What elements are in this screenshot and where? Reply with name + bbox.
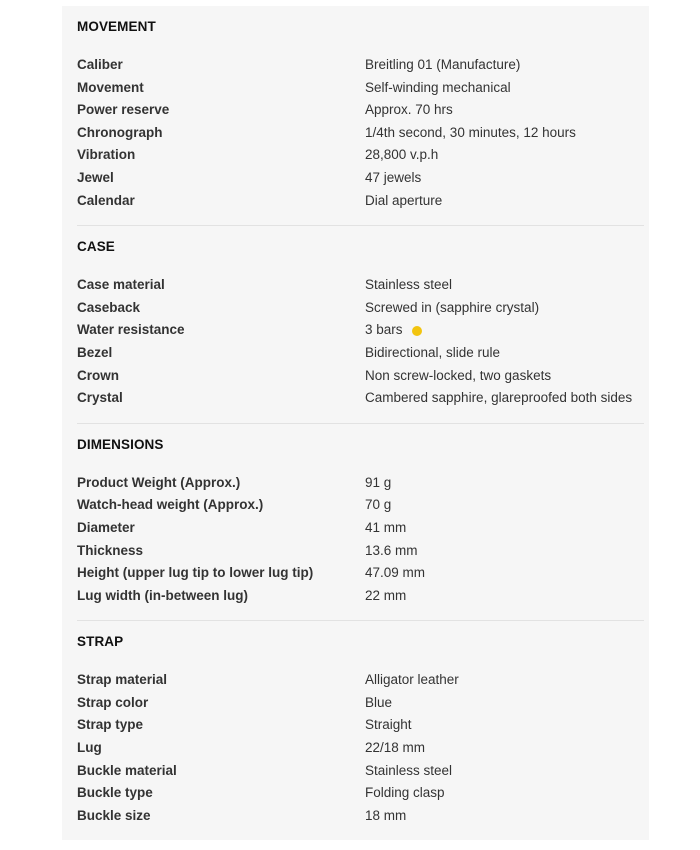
spec-value: Stainless steel <box>365 277 453 293</box>
spec-value: 47 jewels <box>365 169 422 185</box>
spec-value-with-info <box>365 319 422 342</box>
spec-value: Non screw-locked, two gaskets <box>365 367 552 383</box>
spec-value: Alligator leather <box>365 672 459 688</box>
section-case <box>77 225 644 410</box>
spec-value: 22 mm <box>365 587 407 603</box>
spec-value: 47.09 mm <box>365 565 426 581</box>
spec-row <box>77 782 644 805</box>
spec-value: Breitling 01 (Manufacture) <box>365 57 521 72</box>
spec-value: 28,800 v.p.h <box>365 147 439 163</box>
section-title-strap: STRAP <box>77 634 124 650</box>
section-strap <box>77 620 644 827</box>
spec-label: Buckle size <box>77 807 151 823</box>
spec-row <box>77 167 644 190</box>
spec-row <box>77 297 644 320</box>
section-movement <box>77 6 644 212</box>
spec-label: Caliber <box>77 57 123 72</box>
spec-value: Straight <box>365 717 412 733</box>
section-title-dimensions: DIMENSIONS <box>77 436 164 452</box>
spec-label: Strap color <box>77 694 149 710</box>
spec-label: Vibration <box>77 147 136 163</box>
spec-row <box>77 714 644 737</box>
spec-label: Thickness <box>77 542 144 558</box>
spec-row <box>77 540 644 563</box>
spec-label: Watch-head weight (Approx.) <box>77 497 264 513</box>
spec-row <box>77 805 644 828</box>
spec-value: 22/18 mm <box>365 740 426 756</box>
spec-label: Lug width (in-between lug) <box>77 587 248 603</box>
spec-label: Lug <box>77 740 102 756</box>
spec-row <box>77 517 644 540</box>
spec-row <box>77 692 644 715</box>
spec-row <box>77 319 644 342</box>
spec-row <box>77 737 644 760</box>
spec-value: Bidirectional, slide rule <box>365 344 501 360</box>
spec-row <box>77 472 644 495</box>
spec-label: Calendar <box>77 192 135 208</box>
spec-label: Power reserve <box>77 102 170 118</box>
spec-row <box>77 99 644 122</box>
spec-row <box>77 365 644 388</box>
spec-label: Height (upper lug tip to lower lug tip) <box>77 565 314 581</box>
spec-label: Buckle type <box>77 785 153 801</box>
spec-value: Stainless steel <box>365 762 453 778</box>
spec-label: Crystal <box>77 390 123 406</box>
spec-value: 41 mm <box>365 519 407 535</box>
spec-value: 18 mm <box>365 807 407 823</box>
spec-row <box>77 342 644 365</box>
spec-value: 70 g <box>365 497 392 513</box>
spec-row <box>77 669 644 692</box>
spec-label: Movement <box>77 79 144 95</box>
spec-value: 1/4th second, 30 minutes, 12 hours <box>365 124 576 140</box>
spec-value: Approx. 70 hrs <box>365 102 453 118</box>
spec-value: Cambered sapphire, glareproofed both sides <box>365 390 633 406</box>
spec-label: Crown <box>77 367 119 383</box>
spec-value: Dial aperture <box>365 192 443 208</box>
spec-label: Strap material <box>77 672 168 688</box>
spec-row <box>77 585 644 608</box>
spec-row <box>77 562 644 585</box>
spec-value: 91 g <box>365 474 392 490</box>
spec-row <box>77 122 644 145</box>
spec-value-text: 3 bars <box>365 322 403 338</box>
spec-row <box>77 274 644 297</box>
spec-row <box>77 77 644 100</box>
spec-value: Self-winding mechanical <box>365 79 511 95</box>
spec-label: Case material <box>77 277 165 293</box>
spec-label: Water resistance <box>77 322 185 338</box>
spec-value: Screwed in (sapphire crystal) <box>365 299 540 315</box>
spec-value: Folding clasp <box>365 785 445 801</box>
spec-row <box>77 494 644 517</box>
spec-label: Diameter <box>77 519 135 535</box>
spec-row <box>77 190 644 213</box>
spec-value: 13.6 mm <box>365 542 418 558</box>
section-title-movement: MOVEMENT <box>77 19 156 34</box>
spec-row <box>77 54 644 77</box>
section-dimensions <box>77 423 644 608</box>
spec-label: Product Weight (Approx.) <box>77 474 241 490</box>
spec-row <box>77 387 644 410</box>
spec-row <box>77 144 644 167</box>
spec-row <box>77 760 644 783</box>
spec-label: Strap type <box>77 717 144 733</box>
spec-label: Caseback <box>77 299 141 315</box>
spec-label: Chronograph <box>77 124 163 140</box>
specifications-panel <box>62 6 649 840</box>
spec-label: Bezel <box>77 344 113 360</box>
spec-value: Blue <box>365 694 393 710</box>
section-title-case: CASE <box>77 239 115 255</box>
spec-label: Jewel <box>77 169 114 185</box>
info-icon[interactable] <box>412 326 422 336</box>
spec-label: Buckle material <box>77 762 177 778</box>
